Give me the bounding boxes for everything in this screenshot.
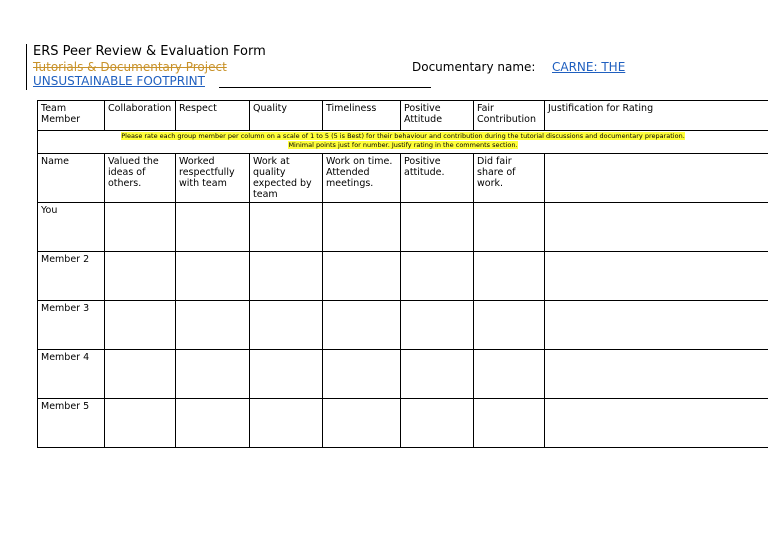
rating-cell[interactable] (176, 301, 250, 350)
col-header-timeliness: Timeliness (323, 101, 401, 131)
member-row (38, 350, 768, 399)
instructions-line-2: Minimal points just for number. Justify rating in the comments section. (288, 140, 518, 149)
member-row (38, 203, 768, 252)
justification-cell[interactable] (545, 399, 768, 448)
col-header-team-member: Team Member (38, 101, 105, 131)
criteria-cell (545, 154, 768, 203)
justification-cell[interactable] (545, 350, 768, 399)
header-row (38, 101, 768, 131)
peer-review-table (37, 100, 768, 448)
margin-bar (26, 44, 27, 90)
justification-cell[interactable] (545, 252, 768, 301)
form-title: ERS Peer Review & Evaluation Form (33, 44, 266, 59)
rating-cell[interactable] (176, 203, 250, 252)
rating-cell[interactable] (250, 301, 323, 350)
rating-cell[interactable] (323, 203, 401, 252)
rating-cell[interactable] (176, 399, 250, 448)
rating-cell[interactable] (323, 399, 401, 448)
rating-cell[interactable] (474, 203, 545, 252)
col-header-respect: Respect (176, 101, 250, 131)
member-row (38, 252, 768, 301)
col-header-justification: Justification for Rating (545, 101, 768, 131)
rating-cell[interactable] (474, 350, 545, 399)
member-row (38, 399, 768, 448)
rating-cell[interactable] (250, 399, 323, 448)
rating-cell[interactable] (105, 252, 176, 301)
member-name: Member 5 (38, 399, 105, 448)
instructions-row (38, 131, 768, 154)
rating-cell[interactable] (323, 252, 401, 301)
rating-cell[interactable] (474, 252, 545, 301)
rating-cell[interactable] (401, 399, 474, 448)
rating-cell[interactable] (474, 399, 545, 448)
rating-cell[interactable] (323, 301, 401, 350)
col-header-quality: Quality (250, 101, 323, 131)
rating-cell[interactable] (105, 399, 176, 448)
member-row (38, 301, 768, 350)
rating-cell[interactable] (401, 252, 474, 301)
criteria-cell: Positive attitude. (401, 154, 474, 203)
rating-cell[interactable] (176, 252, 250, 301)
rating-cell[interactable] (474, 301, 545, 350)
project-name-link[interactable]: UNSUSTAINABLE FOOTPRINT (33, 74, 205, 88)
justification-cell[interactable] (545, 203, 768, 252)
col-header-fair-contribution: Fair Contribution (474, 101, 545, 131)
rating-cell[interactable] (176, 350, 250, 399)
member-name: You (38, 203, 105, 252)
criteria-cell: Did fair share of work. (474, 154, 545, 203)
criteria-cell: Valued the ideas of others. (105, 154, 176, 203)
criteria-cell: Work at quality expected by team (250, 154, 323, 203)
member-name: Member 4 (38, 350, 105, 399)
rating-cell[interactable] (105, 301, 176, 350)
col-header-collaboration: Collaboration (105, 101, 176, 131)
criteria-row (38, 154, 768, 203)
rating-cell[interactable] (250, 350, 323, 399)
criteria-cell: Worked respectfully with team (176, 154, 250, 203)
documentary-name-link[interactable]: CARNE: THE (552, 60, 626, 74)
struck-subtitle: Tutorials & Documentary Project (33, 60, 227, 74)
criteria-cell: Name (38, 154, 105, 203)
rating-cell[interactable] (105, 350, 176, 399)
justification-cell[interactable] (545, 301, 768, 350)
rating-cell[interactable] (323, 350, 401, 399)
rating-cell[interactable] (250, 203, 323, 252)
rating-cell[interactable] (250, 252, 323, 301)
rating-cell[interactable] (401, 350, 474, 399)
col-header-positive-attitude: Positive Attitude (401, 101, 474, 131)
fill-line (219, 87, 431, 88)
instructions-line-1: Please rate each group member per column on a scale of 1 to 5 (5 is Best) for their behaviour and contribution during the tutorial discussions and documentary preparation. (121, 132, 685, 140)
rating-cell[interactable] (105, 203, 176, 252)
member-name: Member 3 (38, 301, 105, 350)
criteria-cell: Work on time. Attended meetings. (323, 154, 401, 203)
rating-cell[interactable] (401, 301, 474, 350)
rating-cell[interactable] (401, 203, 474, 252)
documentary-name-label: Documentary name: (412, 60, 536, 74)
member-name: Member 2 (38, 252, 105, 301)
instructions-cell (38, 131, 768, 154)
